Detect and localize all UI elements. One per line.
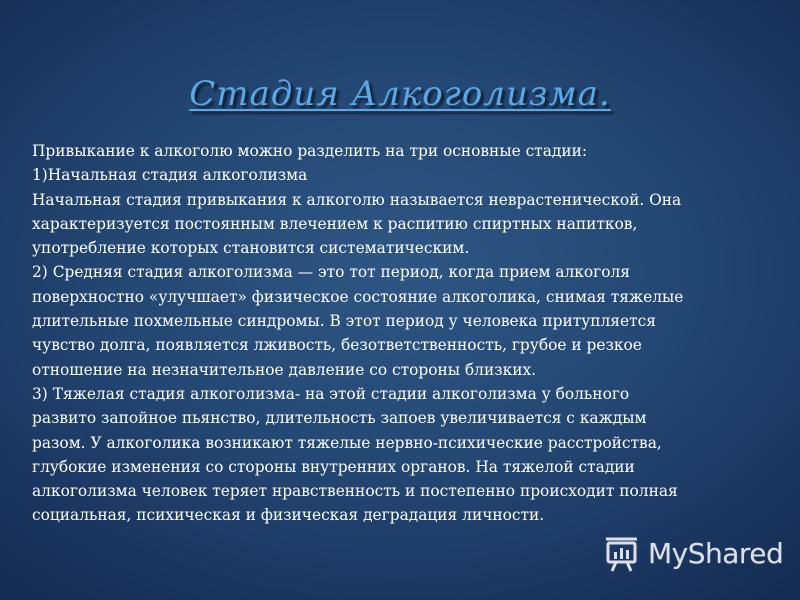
body-line: употребление которых становится систематическим. [32, 239, 470, 258]
body-line: Привыкание к алкоголю можно разделить на три основные стадии: [32, 142, 588, 160]
body-line: Начальная стадия привыкания к алкоголю называется неврастенической. Она [32, 190, 682, 209]
body-line: отношение на незначительное давление со стороны близких. [32, 360, 537, 379]
body-line: развито запойное пьянство, длительность запоев увеличивается с каждым [32, 409, 647, 428]
myshared-logo-icon [606, 534, 640, 572]
body-line: поверхностно «улучшает» физическое состояние алкоголика, снимая тяжелые [32, 287, 684, 306]
watermark-text: MyShared [648, 536, 784, 570]
body-line: характеризуется постоянным влечением к распитию спиртных напитков, [32, 214, 638, 233]
myshared-watermark[interactable] [606, 533, 783, 573]
body-line: 1)Начальная стадия алкоголизма [32, 166, 308, 185]
body-line: глубокие изменения со стороны внутренних органов. На тяжелой стадии [32, 457, 635, 476]
body-line: 3) Тяжелая стадия алкоголизма- на этой стадии алкоголизма у больного [32, 384, 630, 403]
body-line: алкоголизма человек теряет нравственность и постепенно происходит полная [32, 482, 678, 501]
body-line: разом. У алкоголика возникают тяжелые нервно-психические расстройства, [32, 433, 662, 452]
slide-body [32, 139, 780, 528]
slide-title[interactable]: Стадия Алкоголизма. [189, 74, 611, 114]
body-line: 2) Средняя стадия алкоголизма — это тот период, когда прием алкоголя [32, 263, 631, 282]
body-line: социальная, психическая и физическая деградация личности. [32, 506, 545, 525]
body-line: длительные похмельные синдромы. В этот период у человека притупляется [32, 312, 656, 331]
body-line: чувство долга, появляется лживость, безответственность, грубое и резкое [32, 336, 642, 355]
